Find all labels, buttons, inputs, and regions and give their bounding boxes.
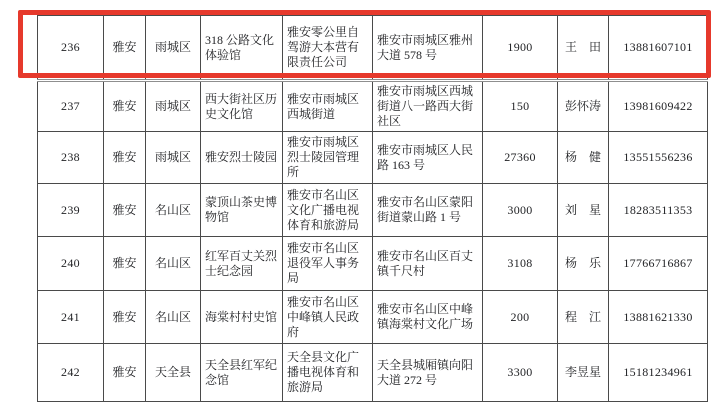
contact-cell: 王 田: [558, 16, 609, 81]
area-cell: 3000: [483, 184, 558, 237]
phone-cell: 15181234961: [609, 344, 708, 402]
venue-table-container: [37, 15, 708, 402]
phone-cell: 13881621330: [609, 291, 708, 344]
table-row: [38, 184, 708, 237]
address-cell: 雅安市雨城区雅州大道 578 号: [373, 16, 483, 81]
org-cell: 雅安市雨城区烈士陵园管理所: [283, 132, 373, 184]
district-cell: 名山区: [146, 291, 201, 344]
city-cell: 雅安: [104, 291, 146, 344]
contact-cell: 刘 星: [558, 184, 609, 237]
table-row: [38, 16, 708, 81]
city-cell: 雅安: [104, 237, 146, 291]
venue-cell: 雅安烈士陵园: [201, 132, 283, 184]
phone-cell: 13981609422: [609, 81, 708, 132]
contact-cell: 杨 乐: [558, 237, 609, 291]
venue-cell: 318 公路文化体验馆: [201, 16, 283, 81]
phone-cell: 13551556236: [609, 132, 708, 184]
area-cell: 150: [483, 81, 558, 132]
table-row: [38, 291, 708, 344]
district-cell: 雨城区: [146, 81, 201, 132]
area-cell: 3108: [483, 237, 558, 291]
venue-cell: 海棠村村史馆: [201, 291, 283, 344]
seq-cell: 238: [38, 132, 104, 184]
seq-cell: 240: [38, 237, 104, 291]
table-row: [38, 344, 708, 402]
contact-cell: 程 江: [558, 291, 609, 344]
org-cell: 雅安市名山区退役军人事务局: [283, 237, 373, 291]
city-cell: 雅安: [104, 132, 146, 184]
area-cell: 200: [483, 291, 558, 344]
org-cell: 雅安零公里自驾游大本营有限责任公司: [283, 16, 373, 81]
city-cell: 雅安: [104, 16, 146, 81]
address-cell: 雅安市名山区蒙阳街道蒙山路 1 号: [373, 184, 483, 237]
seq-cell: 241: [38, 291, 104, 344]
area-cell: 27360: [483, 132, 558, 184]
address-cell: 雅安市名山区百丈镇千尺村: [373, 237, 483, 291]
seq-cell: 239: [38, 184, 104, 237]
contact-cell: 彭怀涛: [558, 81, 609, 132]
district-cell: 名山区: [146, 237, 201, 291]
city-cell: 雅安: [104, 81, 146, 132]
venue-cell: 蒙顶山茶史博物馆: [201, 184, 283, 237]
venue-cell: 红军百丈关烈士纪念园: [201, 237, 283, 291]
area-cell: 1900: [483, 16, 558, 81]
table-row: [38, 237, 708, 291]
phone-cell: 13881607101: [609, 16, 708, 81]
venue-cell: 天全县红军纪念馆: [201, 344, 283, 402]
seq-cell: 236: [38, 16, 104, 81]
phone-cell: 18283511353: [609, 184, 708, 237]
city-cell: 雅安: [104, 184, 146, 237]
contact-cell: 李昱星: [558, 344, 609, 402]
district-cell: 天全县: [146, 344, 201, 402]
area-cell: 3300: [483, 344, 558, 402]
table-row: [38, 132, 708, 184]
seq-cell: 237: [38, 81, 104, 132]
contact-cell: 杨 健: [558, 132, 609, 184]
org-cell: 雅安市雨城区西城街道: [283, 81, 373, 132]
org-cell: 天全县文化广播电视体育和旅游局: [283, 344, 373, 402]
venue-table: [37, 15, 708, 402]
address-cell: 天全县城厢镇向阳大道 272 号: [373, 344, 483, 402]
org-cell: 雅安市名山区文化广播电视体育和旅游局: [283, 184, 373, 237]
address-cell: 雅安市雨城区人民路 163 号: [373, 132, 483, 184]
org-cell: 雅安市名山区中峰镇人民政府: [283, 291, 373, 344]
address-cell: 雅安市名山区中峰镇海棠村文化广场: [373, 291, 483, 344]
district-cell: 名山区: [146, 184, 201, 237]
district-cell: 雨城区: [146, 132, 201, 184]
address-cell: 雅安市雨城区西城街道八一路西大街社区: [373, 81, 483, 132]
district-cell: 雨城区: [146, 16, 201, 81]
venue-cell: 西大街社区历史文化馆: [201, 81, 283, 132]
seq-cell: 242: [38, 344, 104, 402]
city-cell: 雅安: [104, 344, 146, 402]
phone-cell: 17766716867: [609, 237, 708, 291]
table-row: [38, 81, 708, 132]
